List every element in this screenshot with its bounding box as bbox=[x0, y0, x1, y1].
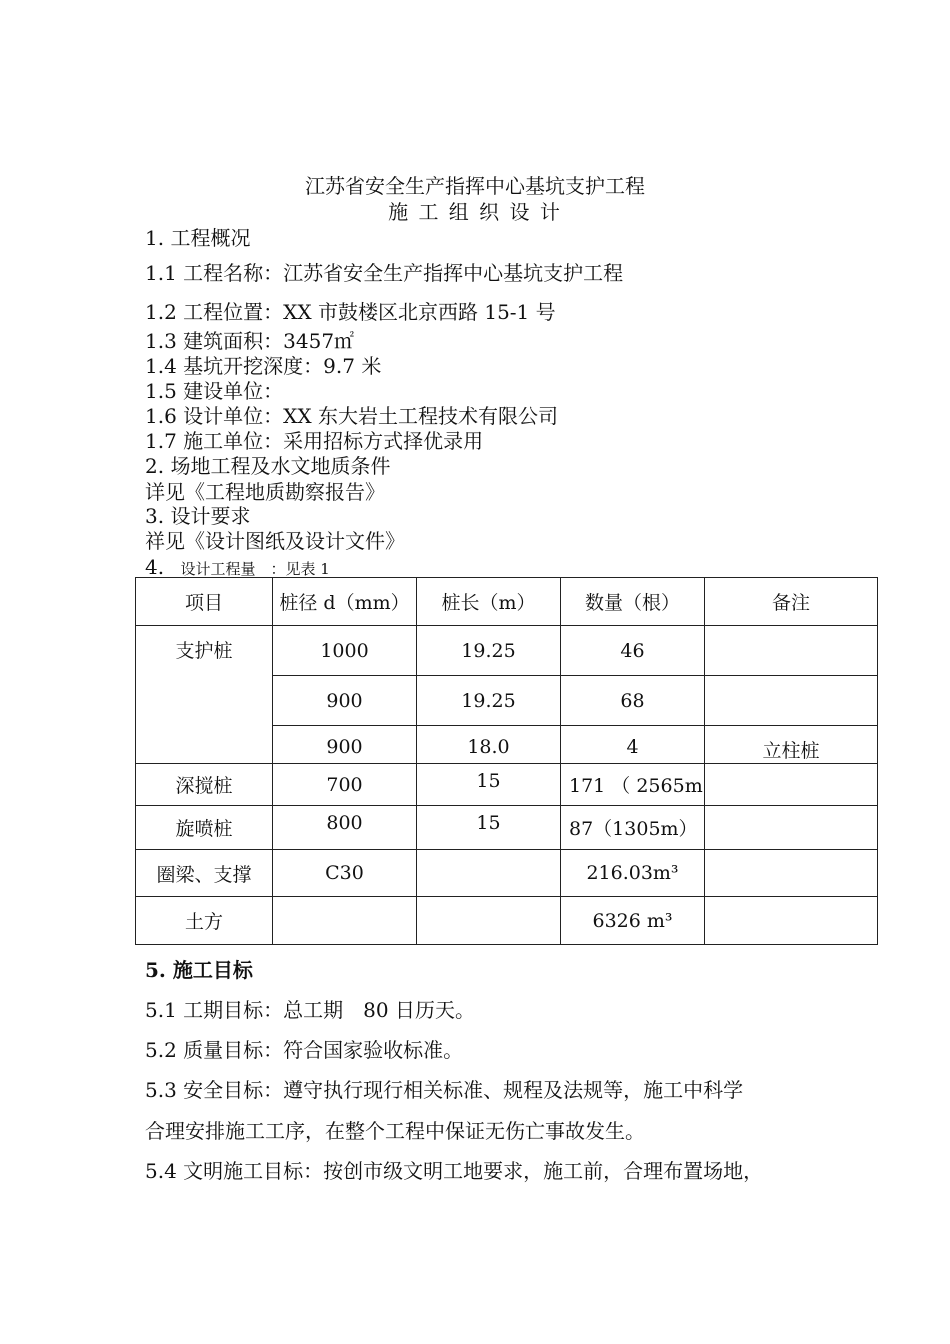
cell-diameter: 800 bbox=[273, 806, 417, 850]
table-row bbox=[136, 626, 878, 676]
cell-diameter bbox=[273, 897, 417, 945]
cell-quantity: 171 （ 2565m bbox=[561, 764, 705, 806]
cell-diameter: 700 bbox=[273, 764, 417, 806]
cell-note bbox=[705, 764, 878, 806]
header-length: 桩长（m） bbox=[417, 578, 561, 626]
construction-unit-line: 1.7 施工单位：采用招标方式择优录用 bbox=[145, 429, 484, 453]
safety-target-line-cont: 合理安排施工工序，在整个工程中保证无伤亡事故发生。 bbox=[145, 1119, 645, 1143]
cell-item: 深搅桩 bbox=[136, 764, 273, 806]
cell-length: 19.25 bbox=[417, 626, 561, 676]
section-3-text: 祥见《设计图纸及设计文件》 bbox=[145, 529, 405, 553]
section-2-heading: 2. 场地工程及水文地质条件 bbox=[145, 454, 391, 478]
schedule-target-line: 5.1 工期目标：总工期 80 日历天。 bbox=[145, 998, 475, 1022]
table-row bbox=[136, 764, 878, 806]
table-row bbox=[136, 897, 878, 945]
safety-target-line: 5.3 安全目标：遵守执行现行相关标准、规程及法规等，施工中科学 bbox=[145, 1078, 744, 1102]
excavation-depth-line: 1.4 基坑开挖深度：9.7 米 bbox=[145, 354, 382, 378]
cell-length: 15 bbox=[417, 806, 561, 850]
section-4-text: 设计工程量 ：见表 1 bbox=[180, 560, 330, 578]
cell-length: 19.25 bbox=[417, 676, 561, 726]
section-1-heading: 1. 工程概况 bbox=[145, 226, 251, 250]
section-2-text: 详见《工程地质勘察报告》 bbox=[145, 480, 385, 504]
quality-target-line: 5.2 质量目标：符合国家验收标准。 bbox=[145, 1038, 464, 1062]
cell-quantity: 6326 m³ bbox=[561, 897, 705, 945]
header-diameter: 桩径 d（mm） bbox=[273, 578, 417, 626]
cell-diameter: 900 bbox=[273, 676, 417, 726]
cell-note: 立柱桩 bbox=[705, 726, 878, 764]
building-area-line: 1.3 建筑面积：3457㎡ bbox=[145, 329, 355, 353]
section-4-number: 4. bbox=[145, 555, 165, 579]
cell-note bbox=[705, 676, 878, 726]
project-location-line: 1.2 工程位置：XX 市鼓楼区北京西路 15-1 号 bbox=[145, 300, 556, 324]
cell-note bbox=[705, 897, 878, 945]
cell-note bbox=[705, 850, 878, 897]
section-3-heading: 3. 设计要求 bbox=[145, 504, 251, 528]
cell-quantity: 68 bbox=[561, 676, 705, 726]
page-subtitle: 施 工 组 织 设 计 bbox=[388, 200, 562, 224]
cell-diameter: 1000 bbox=[273, 626, 417, 676]
header-quantity: 数量（根） bbox=[561, 578, 705, 626]
cell-diameter: 900 bbox=[273, 726, 417, 764]
cell-length: 15 bbox=[417, 764, 561, 806]
table-header-row bbox=[136, 578, 878, 626]
cell-quantity: 46 bbox=[561, 626, 705, 676]
section-5-heading: 5. 施工目标 bbox=[145, 958, 253, 982]
cell-quantity: 216.03m³ bbox=[561, 850, 705, 897]
header-item: 项目 bbox=[136, 578, 273, 626]
cell-quantity: 87（1305m） bbox=[561, 806, 705, 850]
cell-item: 土方 bbox=[136, 897, 273, 945]
owner-unit-line: 1.5 建设单位： bbox=[145, 379, 284, 403]
cell-length bbox=[417, 850, 561, 897]
design-unit-line: 1.6 设计单位：XX 东大岩土工程技术有限公司 bbox=[145, 404, 558, 428]
header-note: 备注 bbox=[705, 578, 878, 626]
table-row bbox=[136, 806, 878, 850]
cell-length bbox=[417, 897, 561, 945]
page-title: 江苏省安全生产指挥中心基坑支护工程 bbox=[305, 174, 645, 198]
cell-note bbox=[705, 806, 878, 850]
cell-item: 旋喷桩 bbox=[136, 806, 273, 850]
cell-item-support-pile: 支护桩 bbox=[136, 626, 273, 764]
cell-item: 圈梁、支撑 bbox=[136, 850, 273, 897]
project-name-line: 1.1 工程名称：江苏省安全生产指挥中心基坑支护工程 bbox=[145, 261, 624, 285]
civilized-construction-line: 5.4 文明施工目标：按创市级文明工地要求，施工前，合理布置场地， bbox=[145, 1159, 764, 1183]
cell-length: 18.0 bbox=[417, 726, 561, 764]
cell-diameter: C30 bbox=[273, 850, 417, 897]
table-row bbox=[136, 850, 878, 897]
cell-note bbox=[705, 626, 878, 676]
cell-quantity: 4 bbox=[561, 726, 705, 764]
quantity-table bbox=[135, 577, 878, 945]
